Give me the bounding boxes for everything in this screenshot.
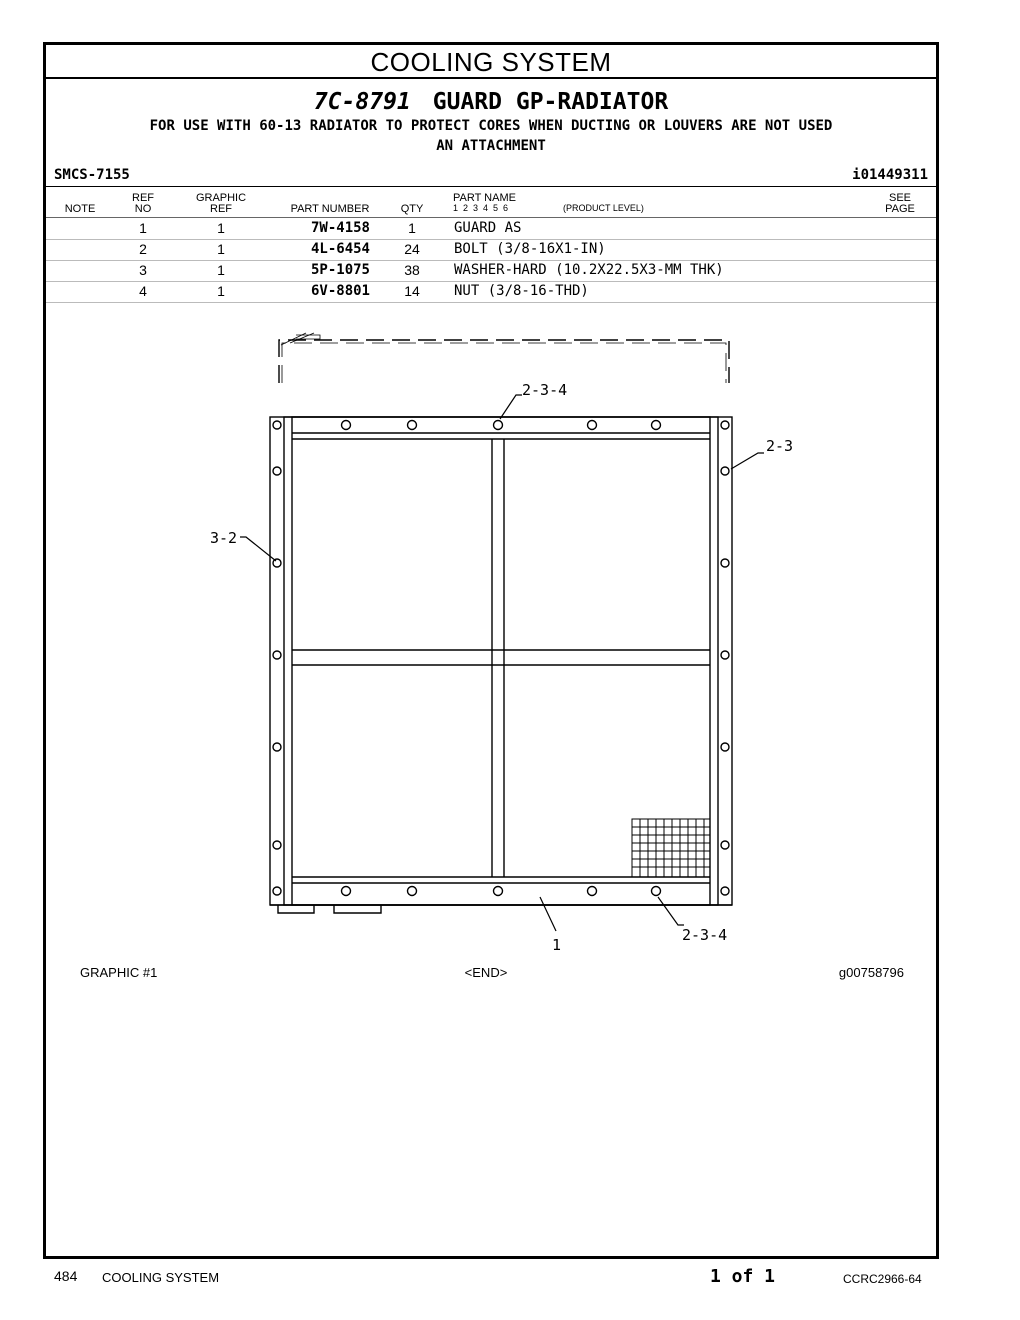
- row-part-number: 5P-1075: [310, 262, 370, 278]
- row-part-name: BOLT (3/8-16X1-IN): [454, 241, 606, 257]
- col-part-number: PART NUMBER: [290, 203, 370, 215]
- callout-top: 2-3-4: [522, 381, 568, 399]
- row-qty: 24: [404, 241, 420, 257]
- part-title: [46, 89, 936, 115]
- row-part-name: GUARD AS: [454, 220, 522, 236]
- row-graphic-ref: 1: [217, 262, 225, 278]
- row-part-name: WASHER-HARD (10.2X22.5X3-MM THK): [454, 262, 724, 278]
- row-part-number: 4L-6454: [310, 241, 370, 257]
- row-part-number: 7W-4158: [310, 220, 370, 236]
- col-see-page-bottom: PAGE: [885, 203, 915, 215]
- row-part-name: NUT (3/8-16-THD): [454, 283, 589, 299]
- col-product-level: (PRODUCT LEVEL): [563, 203, 644, 213]
- row-qty: 1: [408, 220, 416, 236]
- row-divider: [46, 239, 936, 240]
- footer-section: COOLING SYSTEM: [102, 1270, 220, 1285]
- smcs-code: SMCS-7155: [54, 167, 130, 183]
- section-title: COOLING SYSTEM: [46, 45, 936, 79]
- row-graphic-ref: 1: [217, 220, 225, 236]
- row-graphic-ref: 1: [217, 283, 225, 299]
- col-note: NOTE: [64, 203, 96, 215]
- footer-doc-code: CCRC2966-64: [843, 1272, 922, 1286]
- end-marker: <END>: [464, 965, 508, 980]
- row-ref-no: 2: [139, 241, 147, 257]
- part-name-title: GUARD GP-RADIATOR: [432, 89, 669, 115]
- part-description-line1: FOR USE WITH 60-13 RADIATOR TO PROTECT CORES WHEN DUCTING OR LOUVERS ARE NOT USED: [149, 118, 833, 134]
- col-ref-no-top: REF: [132, 192, 154, 204]
- callout-bottom-right: 2-3-4: [682, 926, 728, 944]
- row-ref-no: 1: [139, 220, 147, 236]
- radiator-guard-drawing: [210, 325, 846, 955]
- row-divider: [46, 281, 936, 282]
- row-ref-no: 4: [139, 283, 147, 299]
- document-id: i01449311: [852, 167, 928, 183]
- callout-right: 2-3: [766, 437, 794, 455]
- part-description-line2: AN ATTACHMENT: [436, 138, 546, 154]
- row-ref-no: 3: [139, 262, 147, 278]
- col-graphic-ref-top: GRAPHIC: [195, 192, 247, 204]
- col-product-levels: 1 2 3 4 5 6: [453, 203, 509, 213]
- pagination: 1 of 1: [710, 1266, 776, 1287]
- col-see-page-top: SEE: [888, 192, 911, 204]
- col-part-name: PART NAME: [453, 192, 516, 204]
- col-qty: QTY: [400, 203, 424, 215]
- col-ref-no-bottom: NO: [134, 203, 152, 215]
- page-number: 484: [54, 1268, 78, 1284]
- row-divider: [46, 302, 936, 303]
- part-number-title: 7C-8791: [313, 89, 411, 115]
- row-qty: 38: [404, 262, 420, 278]
- graphic-image-id: g00758796: [838, 965, 904, 980]
- row-part-number: 6V-8801: [310, 283, 370, 299]
- callout-part: 1: [552, 936, 562, 954]
- page-frame: [43, 42, 939, 1259]
- row-divider: [46, 260, 936, 261]
- header-rule: [46, 186, 936, 187]
- col-graphic-ref-bottom: REF: [210, 203, 232, 215]
- callout-left: 3-2: [210, 529, 238, 547]
- row-qty: 14: [404, 283, 420, 299]
- column-header-rule: [46, 217, 936, 218]
- row-graphic-ref: 1: [217, 241, 225, 257]
- graphic-label: GRAPHIC #1: [80, 965, 158, 980]
